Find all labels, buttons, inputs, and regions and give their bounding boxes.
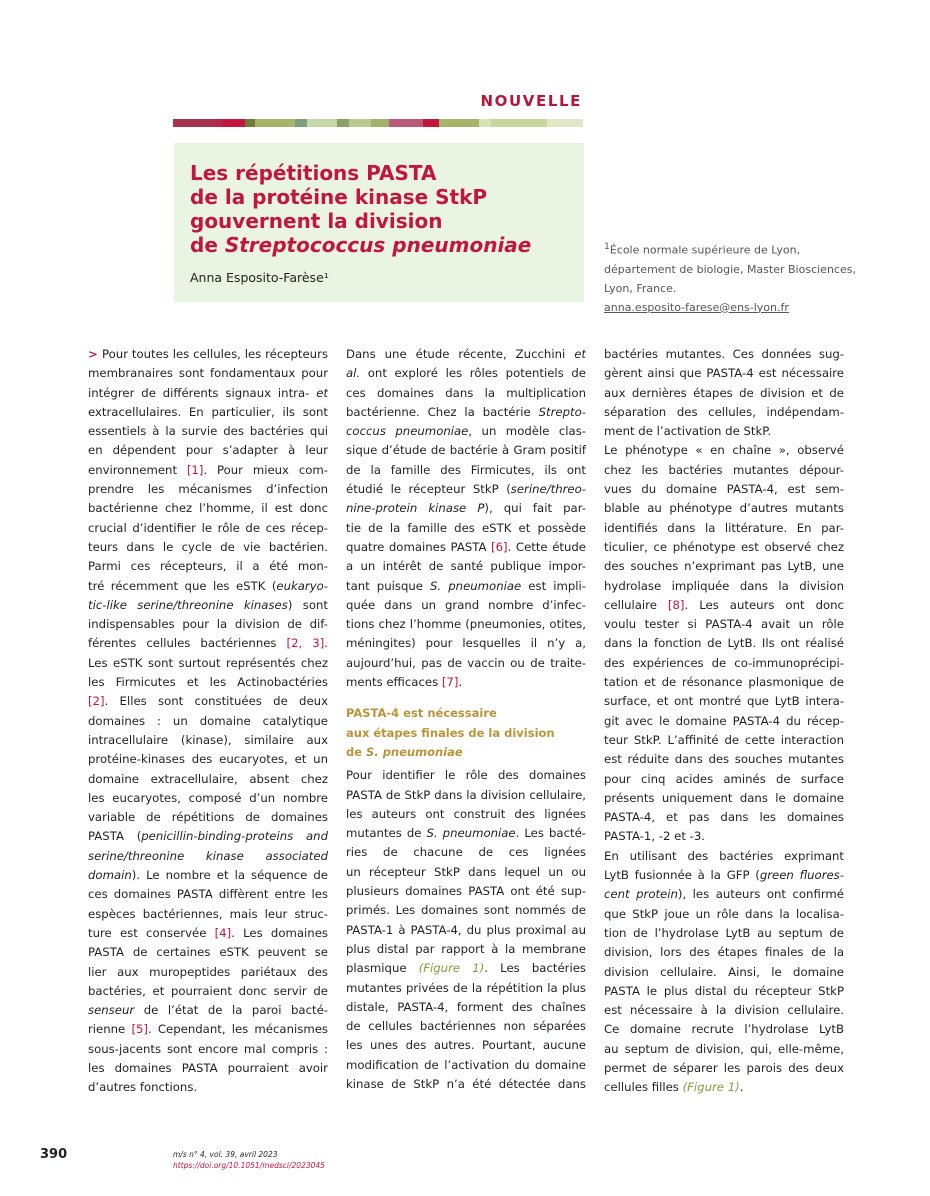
section-heading: aux étapes finales de la division: [346, 725, 555, 740]
text-line: bactérienne. Chez la bactérie Strepto-: [346, 404, 586, 419]
text-line: en dépendent pour s’adapter à leur: [88, 443, 328, 458]
citation-reference[interactable]: [7]: [441, 675, 459, 690]
text-line: domaine extracellulaire, absent chez: [88, 771, 328, 786]
text-line: espèces bactériennes, mais leur struc-: [88, 906, 328, 921]
column-1: [88, 345, 328, 1098]
text-line: indispensables pour la division de dif-: [88, 617, 328, 632]
color-bar-segment: [389, 119, 423, 127]
section-label: NOUVELLE: [480, 92, 582, 110]
text-line: des expériences de co-immunoprécipi-: [604, 655, 844, 670]
text-line: modification de l’activation du domaine: [346, 1057, 586, 1072]
title-line: [190, 233, 575, 257]
affiliation-line: [604, 237, 904, 260]
text-line: cent protein), les auteurs ont confirmé: [604, 887, 844, 902]
text-line: PASTA-1 à PASTA-4, du plus proximal au: [346, 922, 586, 937]
text-line: LytB fusionnée à la GFP (green fluores-: [604, 868, 844, 883]
text-line: mutantes de S. pneumoniae. Les bacté-: [346, 826, 586, 841]
text-line: teur StkP. L’affinité de cette interaction: [604, 732, 844, 747]
text-line: intégrer de différents signaux intra- et: [88, 385, 328, 400]
text-line: membranaires sont fondamentaux pour: [88, 366, 328, 381]
text-line: les auteurs ont construit des lignées: [346, 806, 586, 821]
text-line: Pour identifier le rôle des domaines: [346, 768, 586, 783]
text-line: kinase de StkP n’a été détectée dans: [346, 1076, 586, 1091]
color-bar-segment: [223, 119, 245, 127]
text-line: plus distal par rapport à la membrane: [346, 941, 586, 956]
text-line: sous-jacents sont encore mal compris :: [88, 1041, 328, 1056]
text-line: PASTA de StkP dans la division cellulaire,: [346, 787, 586, 802]
text-line: ment de l’activation de StkP.: [604, 424, 772, 439]
color-bar-segment: [173, 119, 213, 127]
text-line: séparation des cellules, indépendam-: [604, 404, 844, 419]
text-line: bactéries mutantes. Ces données sug-: [604, 347, 844, 361]
text-line: vues du domaine PASTA-4, est sem-: [604, 482, 844, 497]
color-bar-segment: [337, 119, 349, 127]
text-line: sique d’étude de bactérie à Gram positif: [346, 443, 586, 458]
text-line: les unes des autres. Pourtant, aucune: [346, 1038, 586, 1053]
text-line: permet de séparer les parois des deux: [604, 1060, 844, 1075]
text-line: division, lors des étapes finales de la: [604, 945, 844, 960]
color-bar-segment: [295, 119, 307, 127]
text-line: des souches n’exprimant pas LytB, une: [604, 559, 844, 574]
text-line: PASTA-1, -2 et -3.: [604, 829, 705, 844]
text-line: surface, et ont montré que LytB intera-: [604, 694, 844, 709]
color-bar-segment: [547, 119, 583, 127]
text-line: En utilisant des bactéries exprimant: [604, 848, 844, 863]
color-bar-segment: [349, 119, 371, 127]
citation-reference[interactable]: [2]: [88, 694, 105, 709]
text-line: al. ont exploré les rôles potentiels de: [346, 366, 586, 381]
text-line: rienne [5]. Cependant, les mécanismes: [88, 1022, 328, 1037]
citation-reference[interactable]: [4]: [214, 925, 232, 940]
text-line: domaines : un domaine catalytique: [88, 713, 328, 728]
lead-arrow-icon: >: [88, 347, 103, 361]
text-line: ries de chacune de ces lignées: [346, 845, 586, 860]
affiliation-superscript: 1: [604, 241, 610, 252]
text-line: est nécessaire à la division cellulaire.: [604, 1003, 844, 1018]
title-box: [174, 143, 584, 302]
author-name: Anna Esposito-Farèse¹: [190, 270, 329, 285]
text-line: au septum de division, qui, elle-même,: [604, 1041, 844, 1056]
text-line: nine-protein kinase P), qui fait par-: [346, 501, 586, 516]
text-line: protéine-kinases des eucaryotes, et un: [88, 752, 328, 767]
text-line: dans la fonction de LytB. Ils ont réalisé: [604, 636, 844, 651]
text-line: les eucaryotes, composé d’un nombre: [88, 790, 328, 805]
text-line: Parmi ces récepteurs, il a été mon-: [88, 559, 328, 574]
text-line: hydrolase impliquée dans la division: [604, 578, 844, 593]
title-species: Streptococcus pneumoniae: [224, 233, 532, 257]
text-line: > Pour toutes les cellules, les récepteurs: [88, 347, 328, 361]
section-heading: de S. pneumoniae: [346, 744, 463, 759]
text-line: est réduite dans des souches mutantes: [604, 752, 844, 767]
text-line: de cellules bactériennes non séparées: [346, 1019, 586, 1034]
text-line: voulu tester si PASTA-4 avait un rôle: [604, 617, 844, 632]
text-line: Ce domaine recrute l’hydrolase LytB: [604, 1022, 844, 1037]
color-bar-segment: [213, 119, 223, 127]
text-line: environnement [1]. Pour mieux com-: [88, 462, 328, 477]
color-bar: [173, 119, 583, 127]
text-line: ticulier, ce phénotype est observé chez: [604, 539, 844, 554]
text-line: cellules filles (Figure 1).: [604, 1080, 744, 1095]
page-number: 390: [40, 1147, 68, 1162]
text-line: intracellulaire (kinase), similaire aux: [88, 732, 328, 747]
text-line: blable au phénotype d’autres mutants: [604, 501, 844, 516]
citation-reference[interactable]: [8]: [667, 597, 685, 612]
text-line: ces domaines PASTA diffèrent entre les: [88, 887, 328, 902]
text-line: domain). Le nombre et la séquence de: [88, 868, 328, 883]
color-bar-segment: [479, 119, 491, 127]
text-line: bactérienne chez l’homme, il est donc: [88, 501, 328, 516]
text-line: Les eSTK sont surtout représentés chez: [88, 655, 328, 670]
color-bar-segment: [423, 119, 439, 127]
citation-reference[interactable]: [5]: [131, 1022, 148, 1037]
text-line: de la famille des Firmicutes, ils ont: [346, 462, 586, 477]
text-line: senseur de l’état de la paroi bacté-: [88, 1003, 328, 1018]
color-bar-segment: [245, 119, 255, 127]
text-line: division cellulaire. Ainsi, le domaine: [604, 964, 844, 979]
citation-reference[interactable]: [6]: [491, 539, 508, 554]
text-line: lier aux muropeptides pariétaux des: [88, 964, 328, 979]
text-line: ments efficaces [7].: [346, 675, 463, 690]
affiliation-line: département de biologie, Master Biosciences,: [604, 262, 856, 276]
text-line: extracellulaires. En particulier, ils sont: [88, 404, 328, 419]
text-line: bactéries, et pourraient donc servir de: [88, 983, 328, 998]
text-line: plusieurs domaines PASTA ont été sup-: [346, 884, 586, 899]
text-line: primés. Les domaines sont nommés de: [346, 903, 586, 918]
affiliation-text: École normale supérieure de Lyon,: [609, 243, 801, 257]
text-line: gèrent ainsi que PASTA-4 est nécessaire: [604, 366, 844, 381]
text-line: variable de répétitions de domaines: [88, 810, 328, 825]
text-line: PASTA de certaines eSTK peuvent se: [88, 945, 328, 960]
footer-citation: [173, 1149, 325, 1171]
text-line: tion de l’hydrolase LytB au septum de: [604, 925, 844, 940]
text-line: d’autres fonctions.: [88, 1080, 198, 1095]
text-line: crucial d’identifier le rôle de ces récep-: [88, 520, 328, 535]
text-line: quée dans un grand nombre d’infec-: [346, 597, 586, 612]
color-bar-segment: [491, 119, 547, 127]
column-3: [604, 345, 844, 1098]
author-email-link[interactable]: anna.esposito-farese@ens-lyon.fr: [604, 300, 789, 314]
text-line: mutantes privées de la répétition la plus: [346, 980, 586, 995]
journal-line: m/s n° 4, vol. 39, avril 2023: [173, 1150, 278, 1159]
text-line: essentiels à la survie des bactéries qui: [88, 424, 328, 439]
text-line: Dans une étude récente, Zucchini et: [346, 347, 586, 361]
text-line: tions chez l’homme (pneumonies, otites,: [346, 617, 586, 632]
text-line: distale, PASTA-4, forment des chaînes: [346, 999, 586, 1014]
citation-reference[interactable]: [1]: [186, 462, 204, 477]
text-line: tic-like serine/threonine kinases) sont: [88, 597, 328, 612]
text-line: les Firmicutes et les Actinobactéries: [88, 675, 328, 690]
color-bar-segment: [371, 119, 389, 127]
text-line: Le phénotype « en chaîne », observé: [604, 443, 844, 458]
figure-reference[interactable]: (Figure 1): [682, 1080, 740, 1095]
text-line: chez les bactéries mutantes dépour-: [604, 462, 844, 477]
text-line: ture est conservée [4]. Les domaines: [88, 925, 328, 940]
text-line: tré récemment que les eSTK (eukaryo-: [88, 578, 328, 593]
spacer: [346, 692, 586, 704]
color-bar-segment: [255, 119, 295, 127]
text-line: tie de la famille des eSTK et possède: [346, 520, 586, 535]
text-line: prendre les mécanismes d’infection: [88, 482, 328, 497]
title-prefix: de: [190, 233, 225, 257]
color-bar-segment: [307, 119, 337, 127]
text-line: identifiés dans la littérature. En par-: [604, 520, 844, 535]
text-line: aujourd’hui, pas de vaccin ou de traite-: [346, 655, 586, 670]
article-title: [190, 161, 575, 257]
citation-reference[interactable]: [2, 3]: [286, 636, 325, 651]
text-line: PASTA le plus distal du récepteur StkP: [604, 983, 844, 998]
section-heading: PASTA-4 est nécessaire: [346, 706, 497, 721]
text-line: coccus pneumoniae, un modèle clas-: [346, 424, 586, 439]
text-line: que StkP joue un rôle dans la localisa-: [604, 906, 844, 921]
affiliation: [604, 237, 904, 317]
text-line: férentes cellules bactériennes [2, 3].: [88, 636, 328, 651]
text-line: méningites) pour lesquelles il n’y a,: [346, 636, 586, 651]
text-line: pour cinq acides aminés de surface: [604, 771, 844, 786]
text-line: git avec le domaine PASTA-4 du récep-: [604, 713, 844, 728]
title-line: gouvernent la division: [190, 209, 443, 233]
title-line: Les répétitions PASTA: [190, 161, 437, 185]
text-line: aux dernières étapes de division et de: [604, 385, 844, 400]
text-line: PASTA (penicillin-binding-proteins and: [88, 829, 328, 844]
text-line: présents uniquement dans le domaine: [604, 790, 844, 805]
text-line: les domaines PASTA pourraient avoir: [88, 1060, 328, 1075]
text-line: tation et de résonance plasmonique de: [604, 675, 844, 690]
text-line: serine/threonine kinase associated: [88, 848, 328, 863]
text-line: tant puisque S. pneumoniae est impli-: [346, 578, 586, 593]
figure-reference[interactable]: (Figure 1): [418, 961, 485, 976]
text-line: étudié le récepteur StkP (serine/threo-: [346, 482, 586, 497]
text-line: a un intérêt de santé publique impor-: [346, 559, 586, 574]
text-line: [2]. Elles sont constituées de deux: [88, 694, 328, 709]
title-line: de la protéine kinase StkP: [190, 185, 488, 209]
text-line: ces domaines dans la multiplication: [346, 385, 586, 400]
text-line: cellulaire [8]. Les auteurs ont donc: [604, 597, 844, 612]
text-line: quatre domaines PASTA [6]. Cette étude: [346, 539, 586, 554]
text-line: teurs dans le cycle de vie bactérien.: [88, 539, 328, 554]
color-bar-segment: [439, 119, 479, 127]
text-line: plasmique (Figure 1). Les bactéries: [346, 961, 586, 976]
doi-link[interactable]: https://doi.org/10.1051/medsci/2023045: [173, 1161, 325, 1170]
text-line: PASTA-4, et pas dans les domaines: [604, 810, 844, 825]
text-line: un récepteur StkP dans lequel un ou: [346, 864, 586, 879]
column-2: [346, 345, 586, 1094]
affiliation-line: Lyon, France.: [604, 281, 677, 295]
